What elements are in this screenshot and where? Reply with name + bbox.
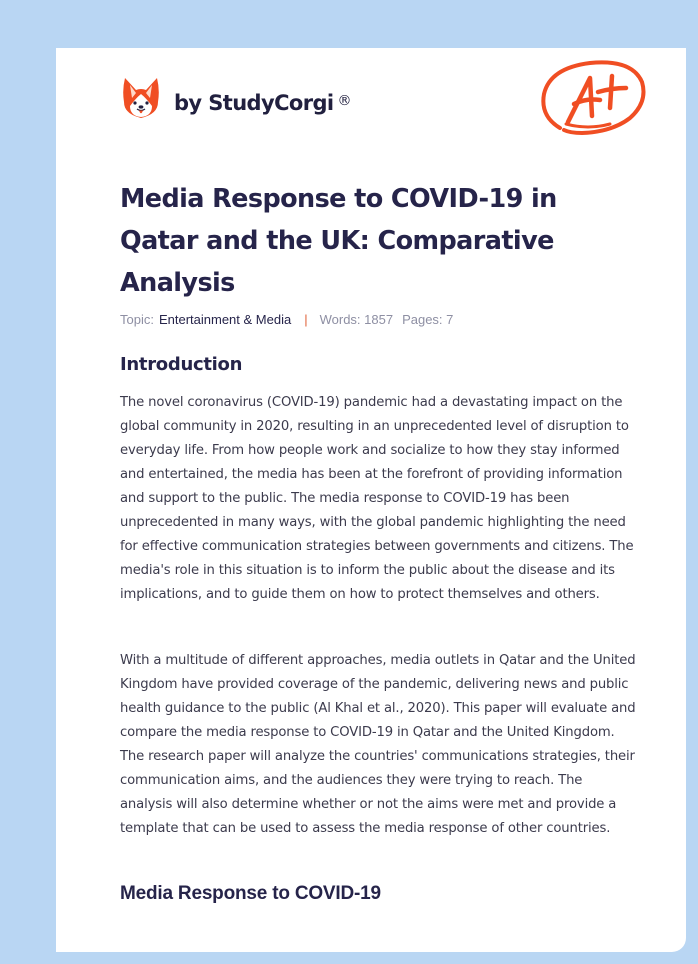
document-meta <box>120 312 453 327</box>
body-paragraph: The novel coronavirus (COVID-19) pandemic had a devastating impact on the global community in 2020, resulting in an unprecedented level of disruption to everyday life. From how people work and socialize to how they stay informed and entertained, the media has been at the forefront of providing information and support to the public. The media response to COVID-19 has been unprecedented in many ways, with the global pandemic highlighting the need for effective communication strategies between governments and citizens. The media's role in this situation is to inform the public about the disease and its implications, and to guide them on how to protect themselves and others. <box>120 395 634 602</box>
document-title: Media Response to COVID-19 in Qatar and the UK: Comparative Analysis <box>120 184 557 298</box>
body-paragraph: With a multitude of different approaches, media outlets in Qatar and the United Kingdom have provided coverage of the pandemic, delivering news and public health guidance to the public (Al Khal et al., 2020). This paper will evaluate and compare the media response to COVID-19 in Qatar and the United Kingdom. The research paper will analyze the countries' communications strategies, their communication aims, and the audiences they were trying to reach. The analysis will also determine whether or not the aims were met and provide a template that can be used to assess the media response of other countries. <box>120 653 636 836</box>
topic-link[interactable]: Entertainment & Media <box>158 312 292 327</box>
section-heading-introduction: Introduction <box>120 354 243 375</box>
brand-logo[interactable] <box>122 76 351 120</box>
section-heading-media-response: Media Response to COVID-19 <box>120 883 381 904</box>
meta-separator: | <box>304 312 308 327</box>
word-count: Words: 1857 <box>319 312 394 327</box>
document-card <box>56 48 686 952</box>
corgi-logo-icon <box>122 76 160 120</box>
registered-mark: ® <box>337 93 351 109</box>
page-count: Pages: 7 <box>402 312 454 327</box>
a-plus-grade-icon <box>538 58 650 140</box>
brand-name: by StudyCorgi ® <box>174 91 351 115</box>
topic-label: Topic: <box>120 312 154 327</box>
